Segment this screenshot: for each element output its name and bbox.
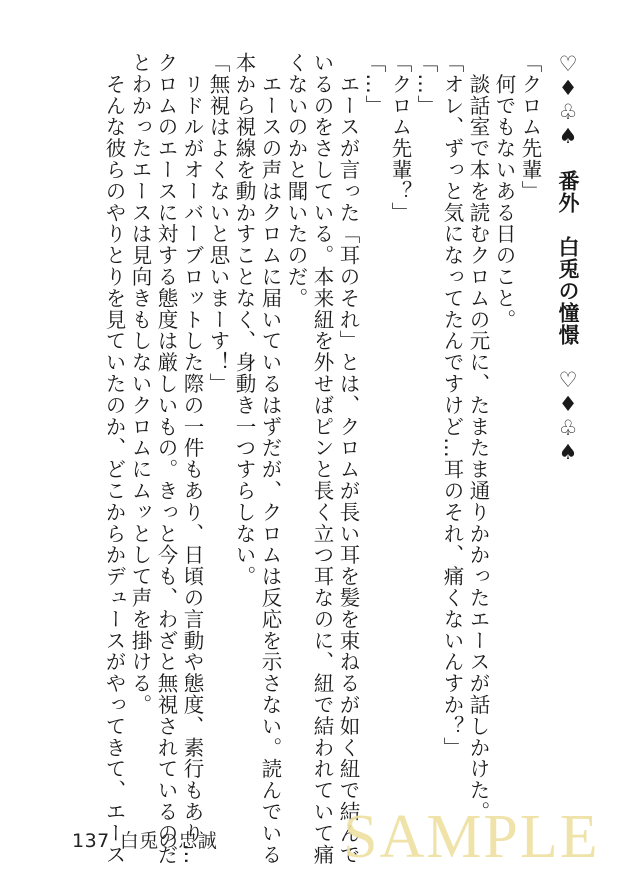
text-line: 「クロム先輩」	[518, 52, 542, 202]
text-line: 本から視線を動かすことなく、身動き一つすらしない。	[232, 52, 256, 587]
text-line: リドルがオーバーブロットした際の一件もあり、日頃の言動や態度、素行もあり…	[180, 52, 204, 866]
text-line: そんな彼らのやりとりを見ていたのか、どこからかデュースがやってきて、エース	[102, 52, 126, 866]
text-line: くないのかと聞いたのだ。	[284, 52, 308, 309]
text-line: エースが言った「耳のそれ」とは、クロムが長い耳を髪を束ねるが如く紐で結んで	[336, 52, 360, 866]
page-number: 137	[72, 830, 110, 852]
card-suits-ornament-left: ♡♦♧♠	[556, 52, 580, 148]
text-line: 「…」	[362, 52, 386, 117]
running-title: 白兎の忠誠	[119, 830, 218, 852]
text-line: 「無視はよくないと思いまーす！」	[206, 52, 230, 395]
text-line: 何でもないある日のこと。	[492, 52, 516, 331]
page-footer	[72, 826, 217, 853]
text-line: 談話室で本を読むクロムの元に、たまたま通りかかったエースが話しかけた。	[466, 52, 490, 823]
text-line: とわかったエースは見向きもしないクロムにムッとして声を掛ける。	[128, 52, 152, 716]
text-line: クロムのエースに対する態度は厳しいもの。きっと今も、わざと無視されているのだ	[154, 52, 178, 866]
text-line: エースの声はクロムに届いているはずだが、クロムは反応を示さない。読んでいる	[258, 52, 282, 866]
sample-watermark: SAMPLE	[343, 803, 600, 871]
chapter-heading	[557, 52, 578, 780]
text-line: 「オレ、ずっと気になってたんですけど…耳のそれ、痛くないんすか？」	[440, 52, 464, 759]
chapter-title: 番外 白兎の憧憬	[556, 169, 580, 346]
card-suits-ornament-right: ♡♦♧♠	[556, 367, 580, 464]
text-line: 「クロム先輩？」	[388, 52, 412, 224]
text-line: 「…」	[414, 52, 438, 117]
text-line: いるのをさしている。本来紐を外せばピンと長く立つ耳なのに、紐で結われていて痛	[310, 52, 334, 866]
